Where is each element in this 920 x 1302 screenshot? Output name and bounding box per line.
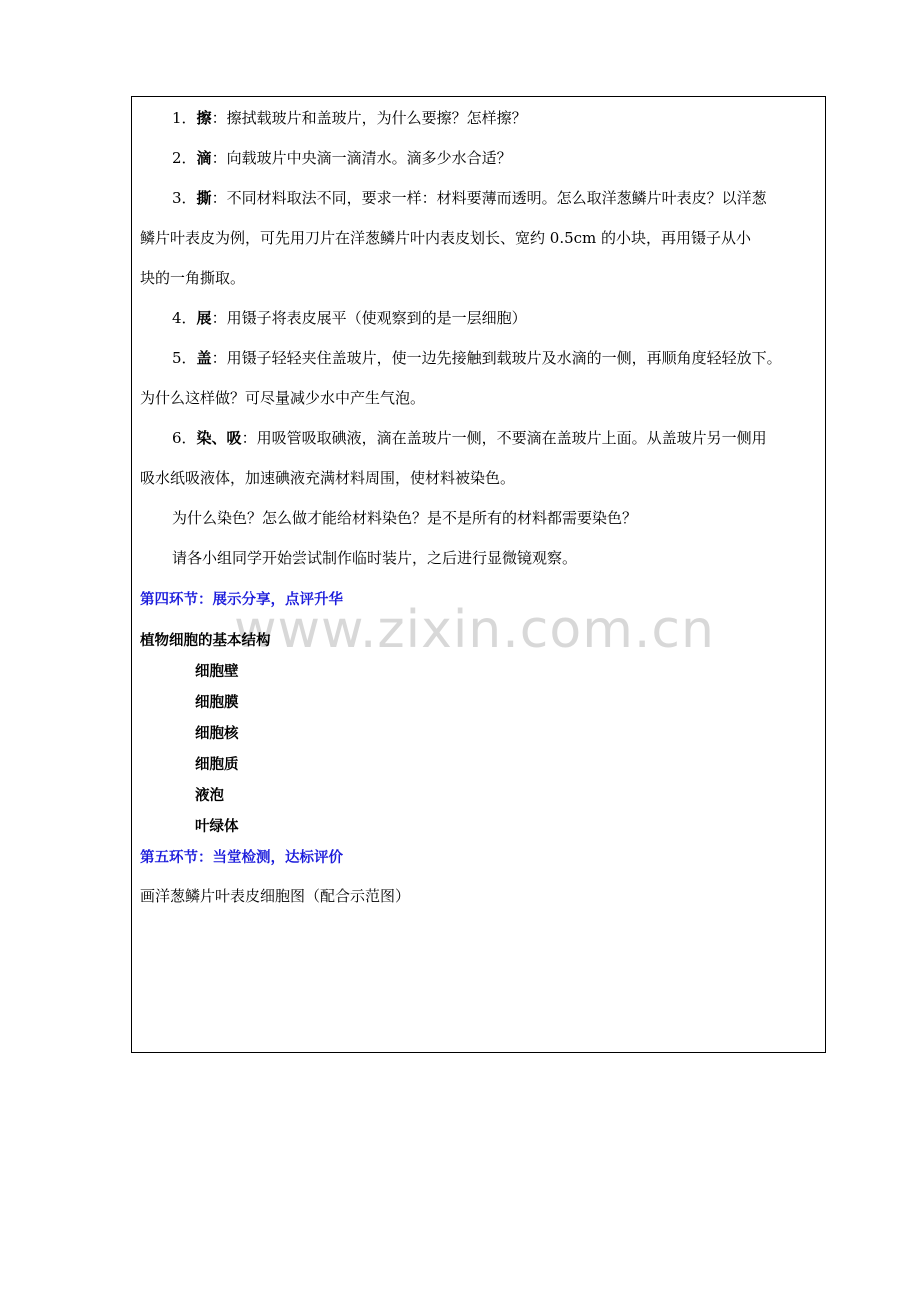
step-keyword: 擦 — [196, 109, 212, 127]
step-text: ：向载玻片中央滴一滴清水。滴多少水合适？ — [211, 149, 512, 167]
step-text: ：擦拭载玻片和盖玻片，为什么要擦？怎样擦？ — [211, 109, 527, 127]
step-6-continuation-1: 吸水纸吸液体，加速碘液充满材料周围，使材料被染色。 — [140, 469, 516, 487]
drawing-task: 画洋葱鳞片叶表皮细胞图（配合示范图） — [140, 887, 411, 905]
structure-item-chloroplast: 叶绿体 — [195, 819, 239, 835]
step-5 — [172, 348, 782, 368]
step-3-continuation-1: 鳞片叶表皮为例，可先用刀片在洋葱鳞片叶内表皮划长、宽约 0.5cm 的小块，再用镊子从小 — [140, 229, 752, 247]
step-4 — [172, 308, 527, 328]
step-6 — [172, 428, 767, 448]
section-4-heading: 第四环节：展示分享，点评升华 — [140, 592, 343, 608]
staining-question: 为什么染色？怎么做才能给材料染色？是不是所有的材料都需要染色？ — [172, 509, 638, 527]
step-text: ：不同材料取法不同，要求一样：材料要薄而透明。怎么取洋葱鳞片叶表皮？以洋葱 — [211, 189, 767, 207]
structure-title: 植物细胞的基本结构 — [140, 633, 271, 649]
step-2 — [172, 148, 512, 168]
step-keyword: 撕 — [196, 189, 212, 207]
step-keyword: 滴 — [196, 149, 212, 167]
structure-item-cell-wall: 细胞壁 — [195, 664, 239, 680]
watermark: www.zixin.com.cn — [234, 600, 715, 660]
group-instruction: 请各小组同学开始尝试制作临时装片，之后进行显微镜观察。 — [172, 549, 578, 567]
step-number: 4． — [172, 309, 197, 327]
section-5-heading: 第五环节：当堂检测，达标评价 — [140, 850, 343, 866]
step-3-continuation-2: 块的一角撕取。 — [140, 269, 246, 287]
step-text: ：用镊子将表皮展平（使观察到的是一层细胞） — [211, 309, 527, 327]
step-5-continuation-1: 为什么这样做？可尽量减少水中产生气泡。 — [140, 389, 426, 407]
step-text: ：用吸管吸取碘液，滴在盖玻片一侧，不要滴在盖玻片上面。从盖玻片另一侧用 — [241, 429, 767, 447]
structure-item-cytoplasm: 细胞质 — [195, 757, 239, 773]
step-number: 2． — [172, 149, 197, 167]
step-number: 1． — [172, 109, 197, 127]
step-keyword: 展 — [196, 309, 212, 327]
structure-item-cell-membrane: 细胞膜 — [195, 695, 239, 711]
step-keyword: 染、吸 — [196, 429, 242, 447]
step-number: 5． — [172, 349, 197, 367]
step-number: 6． — [172, 429, 197, 447]
step-3 — [172, 188, 767, 208]
structure-item-nucleus: 细胞核 — [195, 726, 239, 742]
step-1 — [172, 108, 527, 128]
structure-item-vacuole: 液泡 — [195, 788, 224, 804]
step-text: ：用镊子轻轻夹住盖玻片，使一边先接触到载玻片及水滴的一侧，再顺角度轻轻放下。 — [211, 349, 782, 367]
step-number: 3． — [172, 189, 197, 207]
step-keyword: 盖 — [196, 349, 212, 367]
